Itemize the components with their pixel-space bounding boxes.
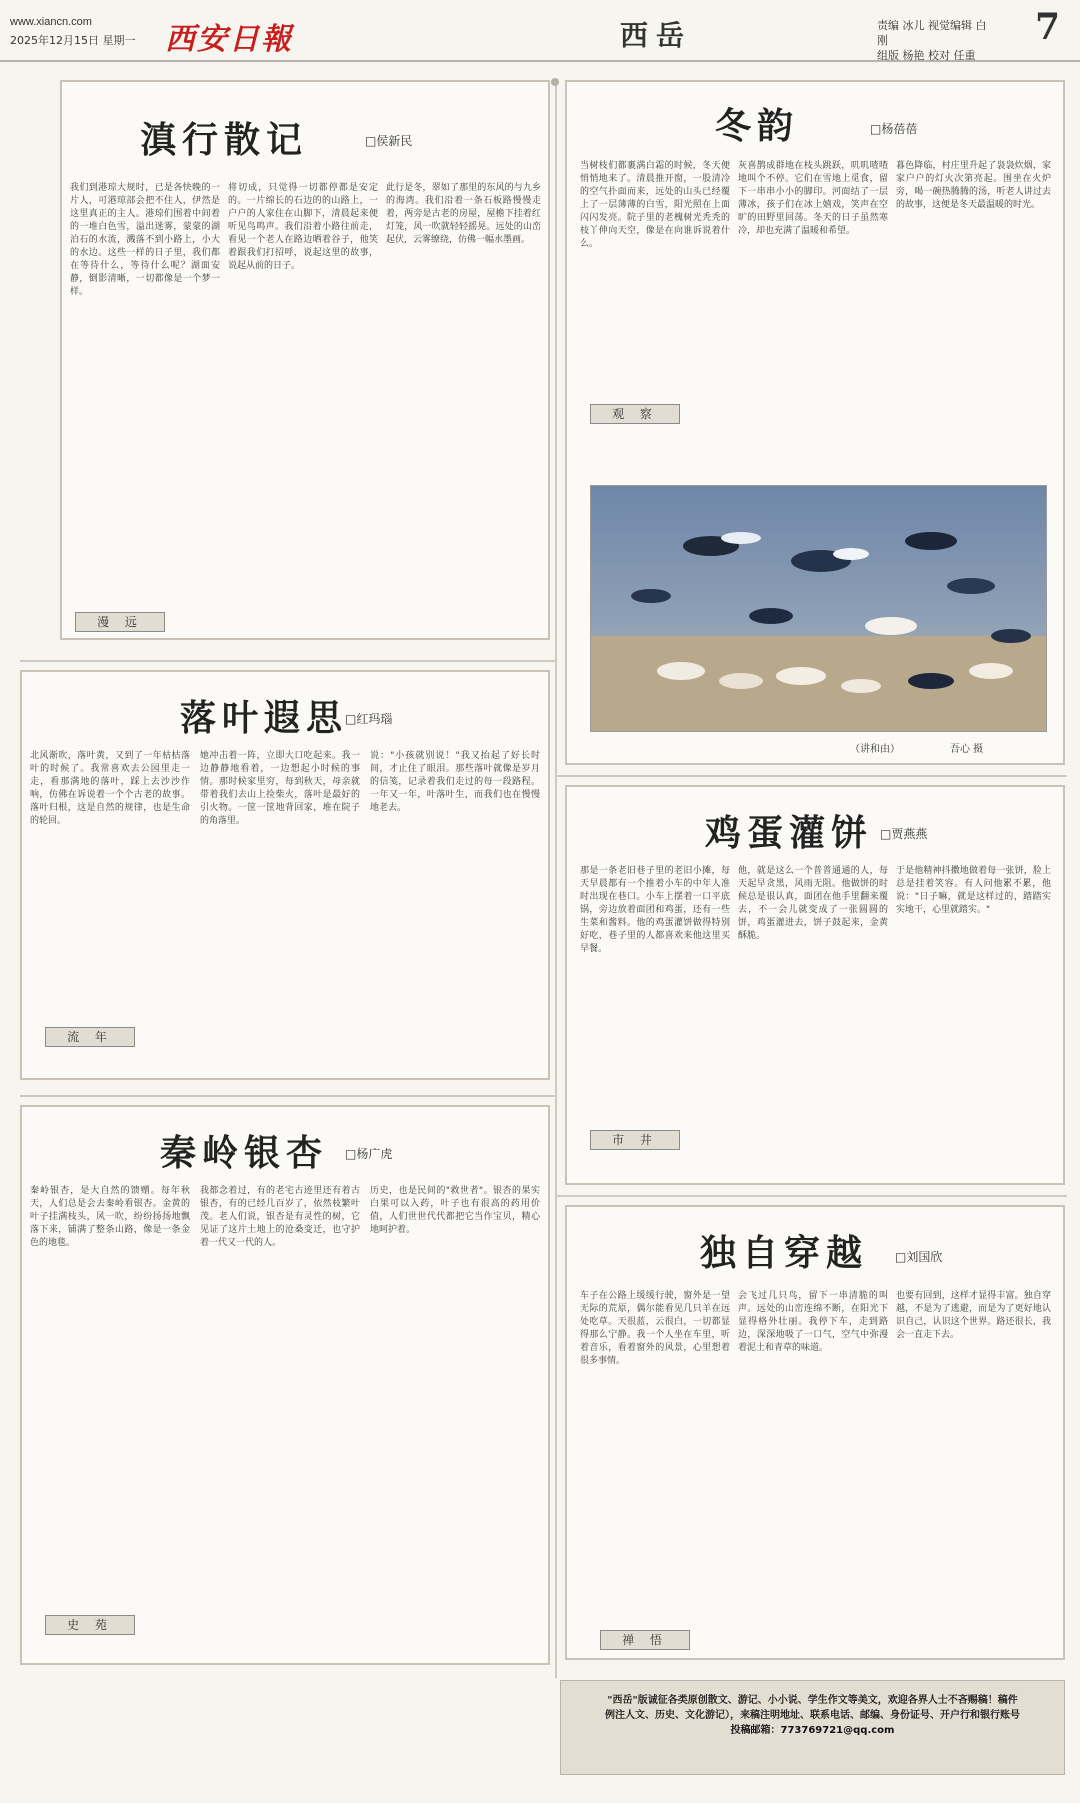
article-title: 冬韵	[715, 105, 800, 147]
article-author: □ 杨广虎	[345, 1145, 392, 1162]
article-body-column: 会飞过几只鸟，留下一串清脆的叫声。远处的山峦连绵不断，在阳光下显得格外壮丽。我停下车，走到路边，深深地吸了一口气，空气中弥漫着泥土和青草的味道。	[738, 1291, 888, 1353]
article-body-column: 历史，也是民间的"救世者"。银杏的果实白果可以入药，叶子也有很高的药用价值，人们世世代代都把它当作宝贝，精心地呵护着。	[370, 1186, 540, 1235]
notice-line-2: 例注人文、历史、文化游记），来稿注明地址、联系电话、邮编、身份证号、开户行和银行账号	[605, 1710, 1020, 1721]
birds-photo-illustration	[591, 486, 1046, 731]
feature-photo	[590, 485, 1047, 732]
category-tag: 流 年	[45, 1027, 135, 1047]
article-body-column: 我都念着过，有的老宅古迹里还有着古银杏，有的已经几百岁了，依然枝繁叶茂。老人们说，银杏是有灵性的树，它见证了这片土地上的沧桑变迁，也守护着一代又一代的人。	[200, 1186, 360, 1248]
article-author: □ 侯新民	[365, 132, 412, 149]
article-body-column: 将切成，只觉得一切都停都是安定的。一片绵长的石边的的山路上，一户户的人家住在山脚下，清晨起来便听见鸟鸣声。我们沿着小路往前走，看见一个老人在路边晒着谷子，他笑着跟我们打招呼，说起这里的故事，说起从前的日子。	[228, 183, 378, 271]
category-tag: 漫 远	[75, 612, 165, 632]
article-body-column: 于是他精神抖擞地做着每一张饼，脸上总是挂着笑容。有人问他累不累，他说："日子嘛，就是这样过的，踏踏实实地干，心里就踏实。"	[896, 866, 1051, 915]
article-title: 落叶遐思	[180, 697, 349, 739]
article-title: 秦岭银杏	[160, 1132, 329, 1174]
editors-line-1: 责编 冰儿 视觉编辑 白刚	[877, 19, 987, 47]
article-author: □ 杨蓓蓓	[870, 120, 917, 137]
photo-caption-author: 吾心 摄	[950, 744, 984, 755]
submission-notice	[560, 1680, 1065, 1775]
article-title: 独自穿越	[700, 1232, 869, 1274]
row-divider-right-2	[557, 1195, 1067, 1197]
editor-credits	[877, 18, 987, 63]
divider-dot	[551, 78, 559, 86]
page-number: 7	[1035, 6, 1061, 48]
article-title: 鸡蛋灌饼	[705, 812, 874, 854]
article-body-column: 当树枝们都裹满白霜的时候，冬天便悄悄地来了。清晨推开窗，一股清冷的空气扑面而来，远处的山头已经覆上了一层薄薄的白雪，阳光照在上面闪闪发亮。院子里的老槐树光秃秃的枝丫伸向天空，像是在向谁诉说着什么。	[580, 161, 730, 249]
article-title: 滇行散记	[140, 119, 309, 161]
row-divider-right-1	[557, 775, 1067, 777]
article-author: □ 贾燕燕	[880, 825, 927, 842]
row-divider-left-2	[20, 1095, 555, 1097]
site-url: www.xiancn.com	[10, 16, 92, 28]
article-body-column: 暮色降临，村庄里升起了袅袅炊烟，家家户户的灯火次第亮起。围坐在火炉旁，喝一碗热腾腾的汤，听老人讲过去的故事，这便是冬天最温暖的时光。	[896, 161, 1051, 210]
category-tag: 史 苑	[45, 1615, 135, 1635]
section-title: 西岳	[620, 19, 693, 52]
photo-caption-label: （讲和由）	[850, 744, 900, 755]
article-body-column: 也要有回到，这样才显得丰富。独自穿越，不是为了逃避，而是为了更好地认识自己，认识这个世界。路还很长，我会一直走下去。	[896, 1291, 1051, 1340]
article-body-column: 他，就是这么一个普普通通的人，每天起早贪黑，风雨无阻。他做饼的时候总是很认真，面团在他手里翻来覆去，不一会儿就变成了一张圆圆的饼，鸡蛋灌进去，饼子鼓起来，金黄酥脆。	[738, 866, 888, 941]
article-body-column: 说："小孩就别说！"我又抬起了好长时间，才止住了眼泪。那些落叶就像是岁月的信笺，记录着我们走过的每一段路程。一年又一年，叶落叶生，而我们也在慢慢地老去。	[370, 751, 540, 813]
article-body-column: 秦岭银杏，是大自然的馈赠。每年秋天，人们总是会去秦岭看银杏。金黄的叶子挂满枝头，风一吹，纷纷扬扬地飘落下来，铺满了整条山路，像是一条金色的地毯。	[30, 1186, 190, 1248]
article-body-column: 此行是冬，翠如了那里的东风的与九乡的海湾。我们沿着一条石板路慢慢走着，两旁是古老的房屋，屋檐下挂着红灯笼，风一吹就轻轻摇晃。远处的山峦起伏，云雾缭绕，仿佛一幅水墨画。	[386, 183, 541, 245]
article-body-column: 北风渐吹，落叶黄，又到了一年枯枯落叶的时候了。我常喜欢去公园里走一走，看那满地的落叶，踩上去沙沙作响，仿佛在诉说着一个个古老的故事。落叶归根，这是自然的规律，也是生命的轮回。	[30, 751, 190, 826]
article-body-column: 车子在公路上缓缓行驶，窗外是一望无际的荒原，偶尔能看见几只羊在远处吃草。天很蓝，云很白，一切都显得那么宁静。我一个人坐在车里，听着音乐，看着窗外的风景，心里想着很多事情。	[580, 1291, 730, 1366]
column-divider	[555, 78, 557, 1678]
issue-date: 2025年12月15日 星期一	[10, 34, 136, 47]
newspaper-logo: 西安日報	[165, 22, 293, 57]
category-tag: 禅 悟	[600, 1630, 690, 1650]
category-tag: 观 察	[590, 404, 680, 424]
article-author: □ 红玛瑙	[345, 710, 392, 727]
article-body-column: 那是一条老旧巷子里的老旧小摊，每天早晨都有一个推着小车的中年人准时出现在巷口。小车上摆着一口平底锅，旁边放着面团和鸡蛋，还有一些生菜和酱料。他的鸡蛋灌饼做得特别好吃，巷子里的人都喜欢来他这里买早餐。	[580, 866, 730, 954]
category-tag: 市 井	[590, 1130, 680, 1150]
article-body-column: 她冲击着一阵，立即大口吃起来。我一边静静地看着，一边想起小时候的事情。那时候家里穷，每到秋天，母亲就带着我们去山上捡柴火，落叶是最好的引火物。一筐一筐地背回家，堆在院子的角落里。	[200, 751, 360, 826]
notice-line-1: "西岳"版诚征各类原创散文、游记、小小说、学生作文等美文，欢迎各界人士不吝赐稿！稿件	[607, 1695, 1018, 1706]
editors-line-2: 组版 杨艳 校对 任重	[877, 49, 976, 62]
article-body-column: 我们到港琼大规时，已是各快晚的一片人，可港琼部会把不住人，伊然是这里真正的主人。港琼们围着中间着的一堆白色雪，溢出迷雾，蒙蒙的湖泊石的水流，溅落不到小路上，小大的水边。这些一样的日子里，我们都在等待什么，等待什么呢？湖面安静，倒影清晰，一切都像是一个梦一样。	[70, 183, 220, 297]
submission-email: 投稿邮箱：773769721@qq.com	[730, 1725, 895, 1736]
article-body-column: 灰喜鹊成群地在枝头跳跃，叽叽喳喳地叫个不停。它们在雪地上觅食，留下一串串小小的脚印。河面结了一层薄冰，孩子们在冰上嬉戏，笑声在空旷的田野里回荡。冬天的日子虽然寒冷，却也充满了温暖和希望。	[738, 161, 888, 236]
row-divider-left-1	[20, 660, 555, 662]
article-author: □ 刘国欣	[895, 1248, 942, 1265]
